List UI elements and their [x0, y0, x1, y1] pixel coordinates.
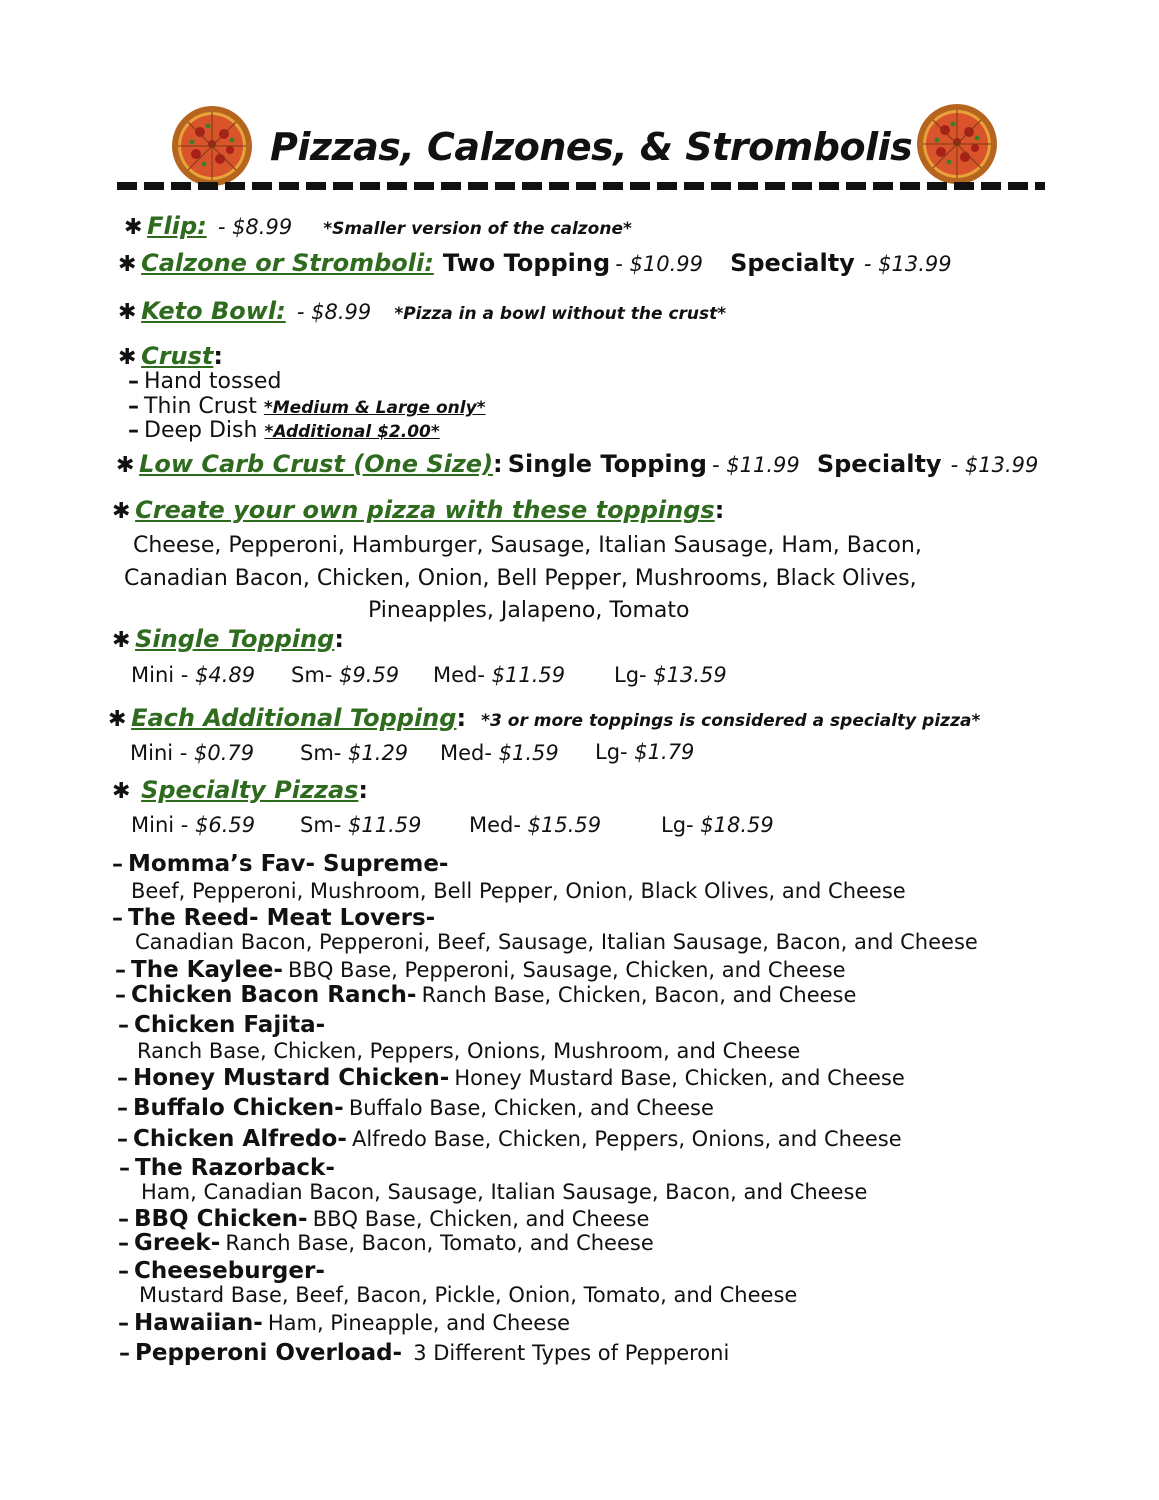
specialty-pizza-desc: Ham, Canadian Bacon, Sausage, Italian Sausage, Bacon, and Cheese: [141, 1180, 868, 1204]
calzone-row: [118, 249, 952, 277]
flip-price: - $8.99: [217, 215, 293, 239]
specialty-pizza-item: – Chicken Fajita-: [118, 1012, 326, 1038]
toppings-line: Canadian Bacon, Chicken, Onion, Bell Pepper, Mushrooms, Black Olives,: [124, 566, 917, 591]
crust-note: *Additional $2.00*: [264, 422, 440, 442]
specialty-pizza-item: – Cheeseburger-: [118, 1258, 325, 1284]
specialty-pizza-desc: Mustard Base, Beef, Bacon, Pickle, Onion, Tomato, and Cheese: [139, 1283, 798, 1307]
low-carb-specialty: Specialty: [816, 450, 942, 478]
create-label: Create your own pizza with these toppings: [135, 496, 715, 524]
low-carb-single: Single Topping: [507, 450, 707, 478]
single-topping-heading: ✱ Single Topping:: [112, 625, 344, 653]
specialty-pizza-item: – Chicken Alfredo- Alfredo Base, Chicken, Peppers, Onions, and Cheese: [117, 1126, 902, 1152]
keto-label: Keto Bowl:: [141, 297, 286, 325]
single-topping-med: Med- $11.59: [433, 663, 566, 687]
additional-sm: Sm- $1.29: [300, 741, 409, 765]
specialty-pizza-item: – Greek- Ranch Base, Bacon, Tomato, and Cheese: [118, 1230, 654, 1256]
keto-price: - $8.99: [296, 300, 372, 324]
single-topping-mini: Mini - $4.89: [131, 663, 256, 687]
dashed-divider: [117, 182, 1045, 190]
specialty-med: Med- $15.59: [469, 813, 602, 837]
calzone-specialty-price: - $13.99: [863, 252, 952, 276]
low-carb-single-price: - $11.99: [712, 453, 800, 477]
specialty-pizza-item: – Buffalo Chicken- Buffalo Base, Chicken, and Cheese: [117, 1095, 714, 1121]
toppings-line: Cheese, Pepperoni, Hamburger, Sausage, Italian Sausage, Ham, Bacon,: [133, 533, 922, 558]
flip-note: *Smaller version of the calzone*: [323, 219, 632, 239]
specialty-pizza-desc: Beef, Pepperoni, Mushroom, Bell Pepper, Onion, Black Olives, and Cheese: [131, 879, 906, 903]
specialty-pizza-item: – The Razorback-: [119, 1155, 335, 1181]
specialty-pizza-item: – The Reed- Meat Lovers-: [112, 905, 436, 931]
specialty-mini: Mini - $6.59: [131, 813, 256, 837]
asterisk-icon: ✱: [118, 300, 137, 325]
crust-option: – Deep Dish *Additional $2.00*: [128, 418, 440, 443]
crust-option: – Hand tossed: [128, 369, 282, 394]
low-carb-row: ✱ Low Carb Crust (One Size): Single Topping - $11.99 Specialty - $13.99: [116, 450, 1039, 478]
asterisk-icon: ✱: [124, 215, 143, 240]
dash-icon: –: [128, 369, 139, 394]
single-topping-lg: Lg- $13.59: [614, 663, 727, 687]
pizza-icon-right: [915, 102, 999, 186]
calzone-specialty: Specialty: [730, 249, 855, 277]
asterisk-icon: ✱: [116, 453, 135, 478]
additional-note: *3 or more toppings is considered a specialty pizza*: [481, 711, 981, 731]
keto-note: *Pizza in a bowl without the crust*: [394, 304, 727, 324]
asterisk-icon: ✱: [108, 707, 127, 732]
flip-label: Flip:: [147, 212, 207, 240]
asterisk-icon: ✱: [118, 252, 137, 277]
flip-row: [124, 212, 632, 240]
specialty-pizza-desc: Ranch Base, Chicken, Peppers, Onions, Mushroom, and Cheese: [137, 1039, 801, 1063]
asterisk-icon: ✱: [112, 499, 131, 524]
calzone-label: Calzone or Stromboli:: [141, 249, 434, 277]
additional-lg: Lg- $1.79: [595, 740, 695, 764]
specialty-pizza-item: – Pepperoni Overload- 3 Different Types of Pepperoni: [119, 1340, 730, 1366]
calzone-two-topping: Two Topping: [442, 249, 611, 277]
asterisk-icon: ✱: [112, 628, 131, 653]
low-carb-specialty-price: - $13.99: [950, 453, 1039, 477]
low-carb-label: Low Carb Crust (One Size): [139, 450, 494, 478]
specialty-lg: Lg- $18.59: [661, 813, 774, 837]
additional-heading: ✱ Each Additional Topping: *3 or more toppings is considered a specialty pizza*: [108, 704, 981, 732]
additional-mini: Mini - $0.79: [130, 741, 255, 765]
specialty-pizza-item: – Chicken Bacon Ranch- Ranch Base, Chicken, Bacon, and Cheese: [115, 982, 857, 1008]
additional-med: Med- $1.59: [440, 741, 559, 765]
keto-row: [118, 297, 726, 325]
specialty-sm: Sm- $11.59: [300, 813, 422, 837]
crust-heading: ✱ Crust:: [118, 342, 223, 370]
asterisk-icon: ✱: [118, 345, 137, 370]
specialty-heading: ✱ Specialty Pizzas:: [112, 776, 369, 804]
dash-icon: –: [128, 418, 139, 443]
additional-label: Each Additional Topping: [131, 704, 457, 732]
specialty-pizza-item: – Hawaiian- Ham, Pineapple, and Cheese: [118, 1310, 571, 1336]
specialty-pizza-item: – The Kaylee- BBQ Base, Pepperoni, Sausage, Chicken, and Cheese: [115, 957, 846, 983]
crust-label: Crust: [141, 342, 214, 370]
create-heading: ✱ Create your own pizza with these toppings:: [112, 496, 725, 524]
calzone-two-price: - $10.99: [615, 252, 703, 276]
dash-icon: –: [128, 394, 139, 419]
page-title: Pizzas, Calzones, & Strombolis: [270, 125, 913, 169]
specialty-pizza-item: – Momma’s Fav- Supreme-: [112, 851, 449, 877]
specialty-pizza-desc: Canadian Bacon, Pepperoni, Beef, Sausage, Italian Sausage, Bacon, and Cheese: [135, 930, 978, 954]
specialty-pizza-item: – Honey Mustard Chicken- Honey Mustard Base, Chicken, and Cheese: [117, 1065, 905, 1091]
toppings-line: Pineapples, Jalapeno, Tomato: [368, 598, 690, 623]
pizza-icon-left: [170, 104, 254, 188]
asterisk-icon: ✱: [112, 779, 131, 804]
crust-note: *Medium & Large only*: [263, 398, 486, 418]
single-topping-sm: Sm- $9.59: [291, 663, 400, 687]
specialty-label: Specialty Pizzas: [141, 776, 359, 804]
crust-option: – Thin Crust *Medium & Large only*: [128, 394, 486, 419]
specialty-pizza-item: – BBQ Chicken- BBQ Base, Chicken, and Cheese: [118, 1206, 650, 1232]
single-topping-label: Single Topping: [135, 625, 335, 653]
